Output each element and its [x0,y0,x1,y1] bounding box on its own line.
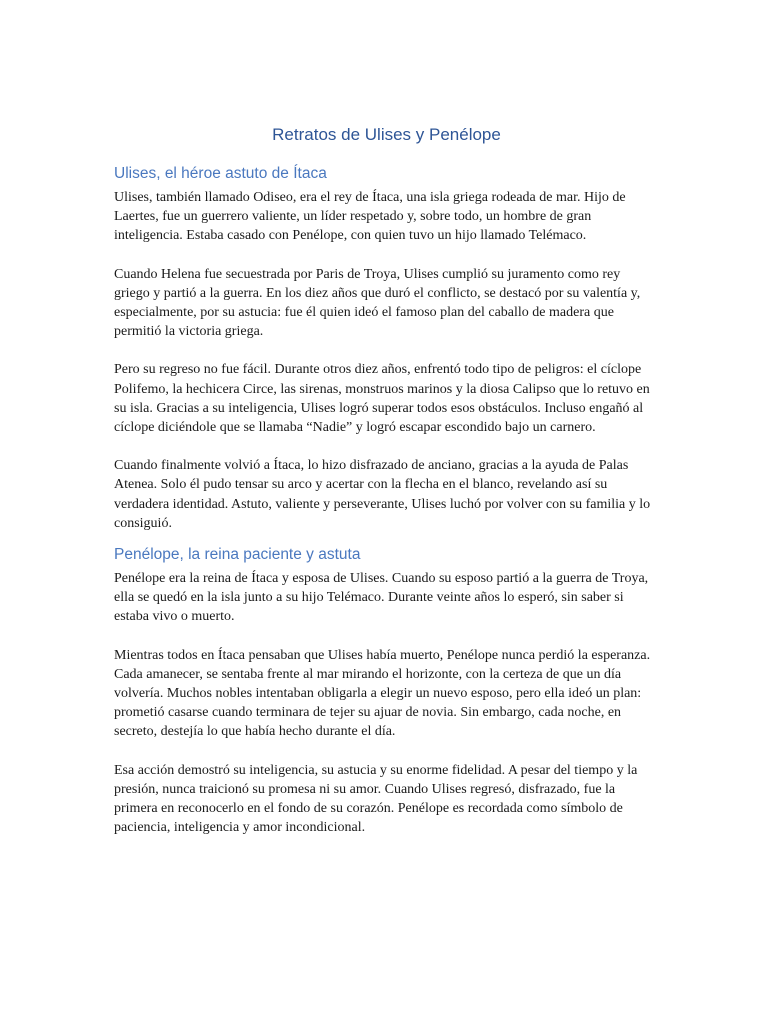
paragraph: Ulises, también llamado Odiseo, era el rey de Ítaca, una isla griega rodeada de mar. Hijo de Laertes, fue un guerrero valiente, un líder respetado y, sobre todo, un hombre de gran inteligencia. Estaba casado con Penélope, con quien tuvo un hijo llamado Telémaco. [114,190,626,244]
section-heading-ulises: Ulises, el héroe astuto de Ítaca [114,165,327,182]
paragraph: Pero su regreso no fue fácil. Durante otros diez años, enfrentó todo tipo de peligros: el cíclope Polifemo, la hechicera Circe, las sirenas, monstruos marinos y la diosa Calipso que lo retuvo en su isla. Gracias a su inteligencia, Ulises logró superar todos esos obstáculos. Incluso engañó al cíclope diciéndole que se llamaba “Nadie” y logró escapar escondido bajo un carnero. [114,362,650,436]
paragraph: Mientras todos en Ítaca pensaban que Ulises había muerto, Penélope nunca perdió la esperanza. Cada amanecer, se sentaba frente al mar mirando el horizonte, con la certeza de que un día volvería. Muchos nobles intentaban obligarla a elegir un nuevo esposo, pero ella ideó un plan: prometió casarse cuando terminara de tejer su ajuar de novia. Sin embargo, cada noche, en secreto, destejía lo que había hecho durante el día. [114,647,651,740]
section-heading-penelope: Penélope, la reina paciente y astuta [114,546,361,564]
paragraph: Cuando finalmente volvió a Ítaca, lo hizo disfrazado de anciano, gracias a la ayuda de Palas Atenea. Solo él pudo tensar su arco y acertar con la flecha en el blanco, revelando así su verdadera identidad. Astuto, valiente y perseverante, Ulises luchó por volver con su familia y lo consiguió. [114,458,651,531]
paragraph: Penélope era la reina de Ítaca y esposa de Ulises. Cuando su esposo partió a la guerra de Troya, ella se quedó en la isla junto a su hijo Telémaco. Durante veinte años lo esperó, sin saber si estaba vivo o muerto. [114,571,649,625]
page-title: Retratos de Ulises y Penélope [272,125,501,144]
paragraph: Esa acción demostró su inteligencia, su astucia y su enorme fidelidad. A pesar del tiempo y la presión, nunca traicionó su promesa ni su amor. Cuando Ulises regresó, disfrazado, fue la primera en reconocerlo en el fondo de su corazón. Penélope es recordada como símbolo de paciencia, inteligencia y amor incondicional. [114,762,638,836]
document-body [114,124,659,856]
paragraph: Cuando Helena fue secuestrada por Paris de Troya, Ulises cumplió su juramento como rey griego y partió a la guerra. En los diez años que duró el conflicto, se destacó por su valentía y, especialmente, por su astucia: fue él quien ideó el famoso plan del caballo de madera que permitió la victoria griega. [114,266,641,340]
